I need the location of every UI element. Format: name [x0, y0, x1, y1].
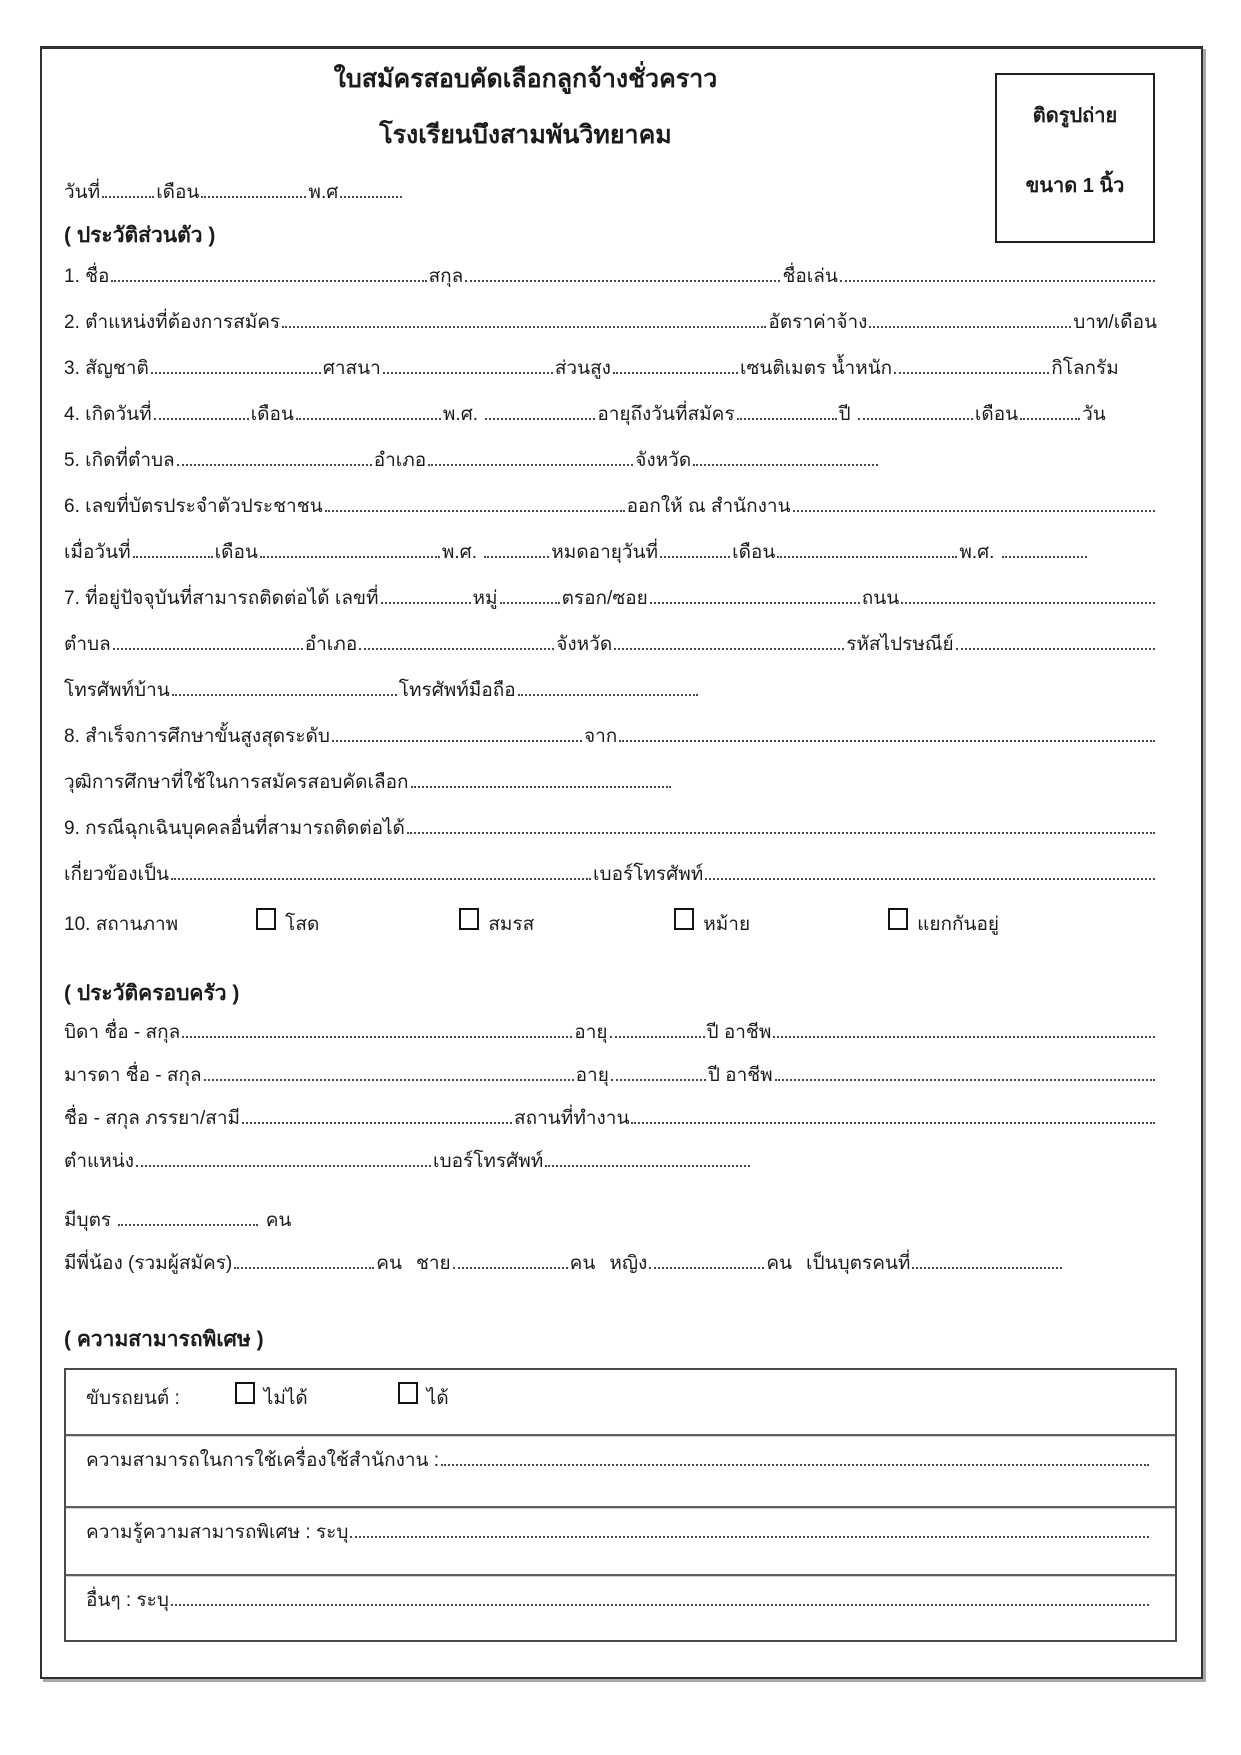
- field-label: เซนติเมตร น้ำหนัก: [739, 358, 893, 379]
- field-label: เบอร์โทรศัพท์: [433, 1151, 544, 1172]
- field-label: เดือน: [156, 182, 200, 203]
- dotted-blank: [453, 1264, 568, 1269]
- checkbox-label: แยกกันอยู่: [917, 914, 1000, 935]
- dotted-blank: [282, 323, 766, 328]
- dotted-blank: [614, 645, 844, 650]
- dotted-blank: [428, 461, 633, 466]
- field-label: เบอร์โทรศัพท์: [593, 864, 704, 885]
- field-label: โทรศัพท์มือถือ: [398, 680, 516, 701]
- personal-info-section: [64, 250, 1177, 940]
- dotted-blank: [171, 1601, 1149, 1606]
- photo-attachment-box: [995, 73, 1155, 243]
- dotted-blank: [383, 369, 553, 374]
- checkbox-label: สมรส: [488, 914, 535, 935]
- dotted-blank: [650, 599, 860, 604]
- field-label: 6. เลขที่บัตรประจำตัวประชาชน: [64, 496, 323, 517]
- field-label: พ.ศ.: [442, 404, 484, 425]
- dotted-blank: [631, 1119, 1155, 1124]
- dotted-blank: [518, 691, 698, 696]
- field-label: คน: [376, 1253, 402, 1274]
- checkbox-icon: [235, 1382, 255, 1404]
- dotted-blank: [113, 645, 303, 650]
- dotted-blank: [133, 553, 213, 558]
- dotted-blank: [500, 599, 560, 604]
- field-label: พ.ศ: [308, 182, 339, 203]
- dotted-blank: [154, 415, 249, 420]
- field-label: หมู่: [472, 588, 498, 609]
- field-label: ชื่อ - สกุล ภรรยา/สามี: [64, 1108, 241, 1129]
- dotted-blank: [111, 277, 426, 282]
- dotted-blank: [204, 1076, 574, 1081]
- field-label: วันที่: [64, 182, 101, 203]
- field-label: 8. สำเร็จการศึกษาขั้นสูงสุดระดับ: [64, 726, 330, 747]
- section-header-family: ( ประวัติครอบครัว ): [64, 982, 240, 1005]
- dotted-blank: [545, 1162, 750, 1167]
- form-line: [64, 1094, 1177, 1137]
- dotted-blank: [901, 599, 1155, 604]
- photo-box-line2: ขนาด 1 นิ้ว: [1025, 175, 1125, 197]
- field-label: ส่วนสูง: [554, 358, 611, 379]
- field-label: 4. เกิดวันที่: [64, 404, 152, 425]
- checkbox-option: [398, 1382, 449, 1412]
- field-label: ตำบล: [64, 634, 111, 655]
- field-label: 10. สถานภาพ: [64, 914, 179, 935]
- dotted-blank: [151, 369, 321, 374]
- field-label: ศาสนา: [322, 358, 381, 379]
- dotted-blank: [613, 369, 738, 374]
- field-label: กิโลกรัม: [1051, 358, 1119, 379]
- dotted-blank: [201, 193, 306, 198]
- section-header-personal: ( ประวัติส่วนตัว ): [64, 224, 216, 247]
- dotted-blank: [359, 645, 554, 650]
- field-label: ปี อาชีพ: [707, 1065, 773, 1086]
- checkbox-icon: [459, 908, 479, 930]
- field-label: พ.ศ.: [959, 542, 1000, 563]
- checkbox-label: โสด: [285, 914, 320, 935]
- form-line: [64, 296, 1177, 342]
- field-label: รหัสไปรษณีย์: [846, 634, 954, 655]
- field-label: อำเภอ: [304, 634, 358, 655]
- field-label: อัตราค่าจ้าง: [768, 312, 868, 333]
- checkbox-label: หม้าย: [703, 914, 751, 935]
- field-label: โทรศัพท์บ้าน: [64, 680, 170, 701]
- dotted-blank: [296, 415, 441, 420]
- dotted-blank: [136, 1162, 431, 1167]
- checkbox-option: [235, 1382, 308, 1412]
- special-abilities-box: [64, 1368, 1177, 1642]
- form-line: [66, 1506, 1175, 1574]
- dotted-blank: [705, 875, 1155, 880]
- dotted-blank: [956, 645, 1155, 650]
- dotted-blank: [485, 415, 595, 420]
- family-info-section: [64, 1008, 1177, 1282]
- checkbox-label: ไม่ได้: [263, 1388, 308, 1409]
- dotted-blank: [242, 1119, 512, 1124]
- checkbox-option: [674, 908, 750, 938]
- dotted-blank: [172, 691, 397, 696]
- checkbox-icon: [256, 908, 276, 930]
- dotted-blank: [649, 1264, 764, 1269]
- field-label: มีพี่น้อง (รวมผู้สมัคร): [64, 1253, 233, 1274]
- checkbox-label: ได้: [426, 1388, 449, 1409]
- dotted-blank: [171, 875, 591, 880]
- field-label: 2. ตำแหน่งที่ต้องการสมัคร: [64, 312, 281, 333]
- field-label: อายุถึงวันที่สมัคร: [597, 404, 735, 425]
- form-line: [64, 572, 1177, 618]
- dotted-blank: [118, 1221, 258, 1226]
- field-label: ความสามารถในการใช้เครื่องใช้สำนักงาน :: [86, 1450, 440, 1471]
- field-label: มารดา ชื่อ - สกุล: [64, 1065, 202, 1086]
- checkbox-icon: [674, 908, 694, 930]
- field-label: เดือน: [974, 404, 1019, 425]
- form-line: [64, 894, 1177, 940]
- dotted-blank: [441, 1461, 1149, 1466]
- dotted-blank: [182, 1033, 572, 1038]
- dotted-blank: [407, 829, 1155, 834]
- form-line: [64, 388, 1177, 434]
- field-label: ชาย: [415, 1253, 451, 1274]
- form-line: [64, 250, 1177, 296]
- checkbox-option: [459, 908, 534, 938]
- field-label: บาท/เดือน: [1073, 312, 1157, 333]
- school-name: โรงเรียนบึงสามพันวิทยาคม: [379, 121, 672, 149]
- field-label: เดือน: [250, 404, 294, 425]
- dotted-blank: [332, 737, 582, 742]
- field-label: ตรอก/ซอย: [561, 588, 648, 609]
- dotted-blank: [773, 1033, 1155, 1038]
- dotted-blank: [611, 1076, 706, 1081]
- field-label: ถนน: [861, 588, 900, 609]
- dotted-blank: [381, 599, 471, 604]
- field-label: อายุ: [575, 1065, 609, 1086]
- field-label: 9. กรณีฉุกเฉินบุคคลอื่นที่สามารถติดต่อได้: [64, 818, 405, 839]
- form-line: [64, 480, 1177, 526]
- field-label: ชื่อเล่น: [782, 266, 838, 287]
- field-label: อื่นๆ : ระบุ: [86, 1590, 169, 1611]
- field-label: มีบุตร: [64, 1210, 117, 1231]
- form-line: [66, 1370, 1175, 1434]
- field-label: จังหวัด: [635, 450, 692, 471]
- dotted-blank: [260, 553, 440, 558]
- dotted-blank: [840, 277, 1155, 282]
- field-label: เมื่อวันที่: [64, 542, 131, 563]
- field-label: คน: [766, 1253, 793, 1274]
- field-label: ออกให้ ณ สำนักงาน: [626, 496, 791, 517]
- field-label: อำเภอ: [373, 450, 427, 471]
- field-label: ตำแหน่ง: [64, 1151, 135, 1172]
- field-label: อายุ: [574, 1022, 608, 1043]
- application-form-page: [40, 46, 1203, 1679]
- field-label: ความรู้ความสามารถพิเศษ : ระบุ: [86, 1522, 349, 1543]
- form-line: [64, 848, 1177, 894]
- photo-box-line1: ติดรูปถ่าย: [1032, 105, 1118, 127]
- dotted-blank: [619, 737, 1155, 742]
- field-label: 1. ชื่อ: [64, 266, 110, 287]
- field-label: 5. เกิดที่ตำบล: [64, 450, 175, 471]
- field-label: จาก: [583, 726, 618, 747]
- dotted-blank: [793, 507, 1155, 512]
- dotted-blank: [340, 193, 402, 198]
- form-line: [64, 618, 1177, 664]
- dotted-blank: [777, 553, 957, 558]
- dotted-blank: [484, 553, 549, 558]
- field-label: บิดา ชื่อ - สกุล: [64, 1022, 181, 1043]
- dotted-blank: [737, 415, 837, 420]
- dotted-blank: [411, 783, 671, 788]
- dotted-blank: [610, 1033, 705, 1038]
- form-line: [64, 434, 1177, 480]
- dotted-blank: [693, 461, 878, 466]
- field-label: หญิง: [609, 1253, 648, 1274]
- form-title: ใบสมัครสอบคัดเลือกลูกจ้างชั่วคราว: [333, 65, 718, 93]
- dotted-blank: [775, 1076, 1155, 1081]
- dotted-blank: [1002, 553, 1087, 558]
- form-line: [66, 1434, 1175, 1506]
- field-label: 7. ที่อยู่ปัจจุบันที่สามารถติดต่อได้ เลขที่: [64, 588, 379, 609]
- form-line: [64, 664, 1177, 710]
- field-label: คน: [569, 1253, 596, 1274]
- form-line: [64, 756, 1177, 802]
- dotted-blank: [325, 507, 625, 512]
- dotted-blank: [177, 461, 372, 466]
- form-line: [64, 1051, 1177, 1094]
- checkbox-option: [256, 908, 319, 938]
- dotted-blank: [1020, 415, 1080, 420]
- dotted-blank: [894, 369, 1049, 374]
- dotted-blank: [234, 1264, 374, 1269]
- form-line: [66, 1574, 1175, 1640]
- dotted-blank: [102, 193, 154, 198]
- field-label: 3. สัญชาติ: [64, 358, 149, 379]
- checkbox-icon: [398, 1382, 418, 1404]
- form-line: [64, 1196, 1177, 1239]
- field-label: เดือน: [732, 542, 776, 563]
- dotted-blank: [660, 553, 730, 558]
- field-label: เดือน: [214, 542, 258, 563]
- field-label: คน: [260, 1210, 292, 1231]
- dotted-blank: [858, 415, 973, 420]
- dotted-blank: [465, 277, 780, 282]
- form-line: [64, 1239, 1177, 1282]
- form-line: [64, 342, 1177, 388]
- field-label: วุฒิการศึกษาที่ใช้ในการสมัครสอบคัดเลือก: [64, 772, 409, 793]
- checkbox-icon: [888, 908, 908, 930]
- form-line: [64, 1008, 1177, 1051]
- checkbox-option: [888, 908, 999, 938]
- dotted-blank: [869, 323, 1071, 328]
- section-header-special: ( ความสามารถพิเศษ ): [64, 1328, 264, 1351]
- dotted-blank: [350, 1533, 1149, 1538]
- dotted-blank: [912, 1264, 1062, 1269]
- form-line: [64, 710, 1177, 756]
- field-label: ขับรถยนต์ :: [86, 1388, 180, 1409]
- form-line: [64, 802, 1177, 848]
- field-label: เกี่ยวข้องเป็น: [64, 864, 170, 885]
- field-label: เป็นบุตรคนที่: [806, 1253, 911, 1274]
- field-label: ปี อาชีพ: [706, 1022, 772, 1043]
- field-label: สถานที่ทำงาน: [514, 1108, 630, 1129]
- field-label: หมดอายุวันที่: [551, 542, 659, 563]
- form-line: [64, 526, 1177, 572]
- form-line: [64, 1137, 1177, 1180]
- field-label: ปี: [838, 404, 856, 425]
- field-label: พ.ศ.: [441, 542, 483, 563]
- field-label: จังหวัด: [556, 634, 613, 655]
- field-label: วัน: [1082, 404, 1106, 425]
- field-label: สกุล: [428, 266, 464, 287]
